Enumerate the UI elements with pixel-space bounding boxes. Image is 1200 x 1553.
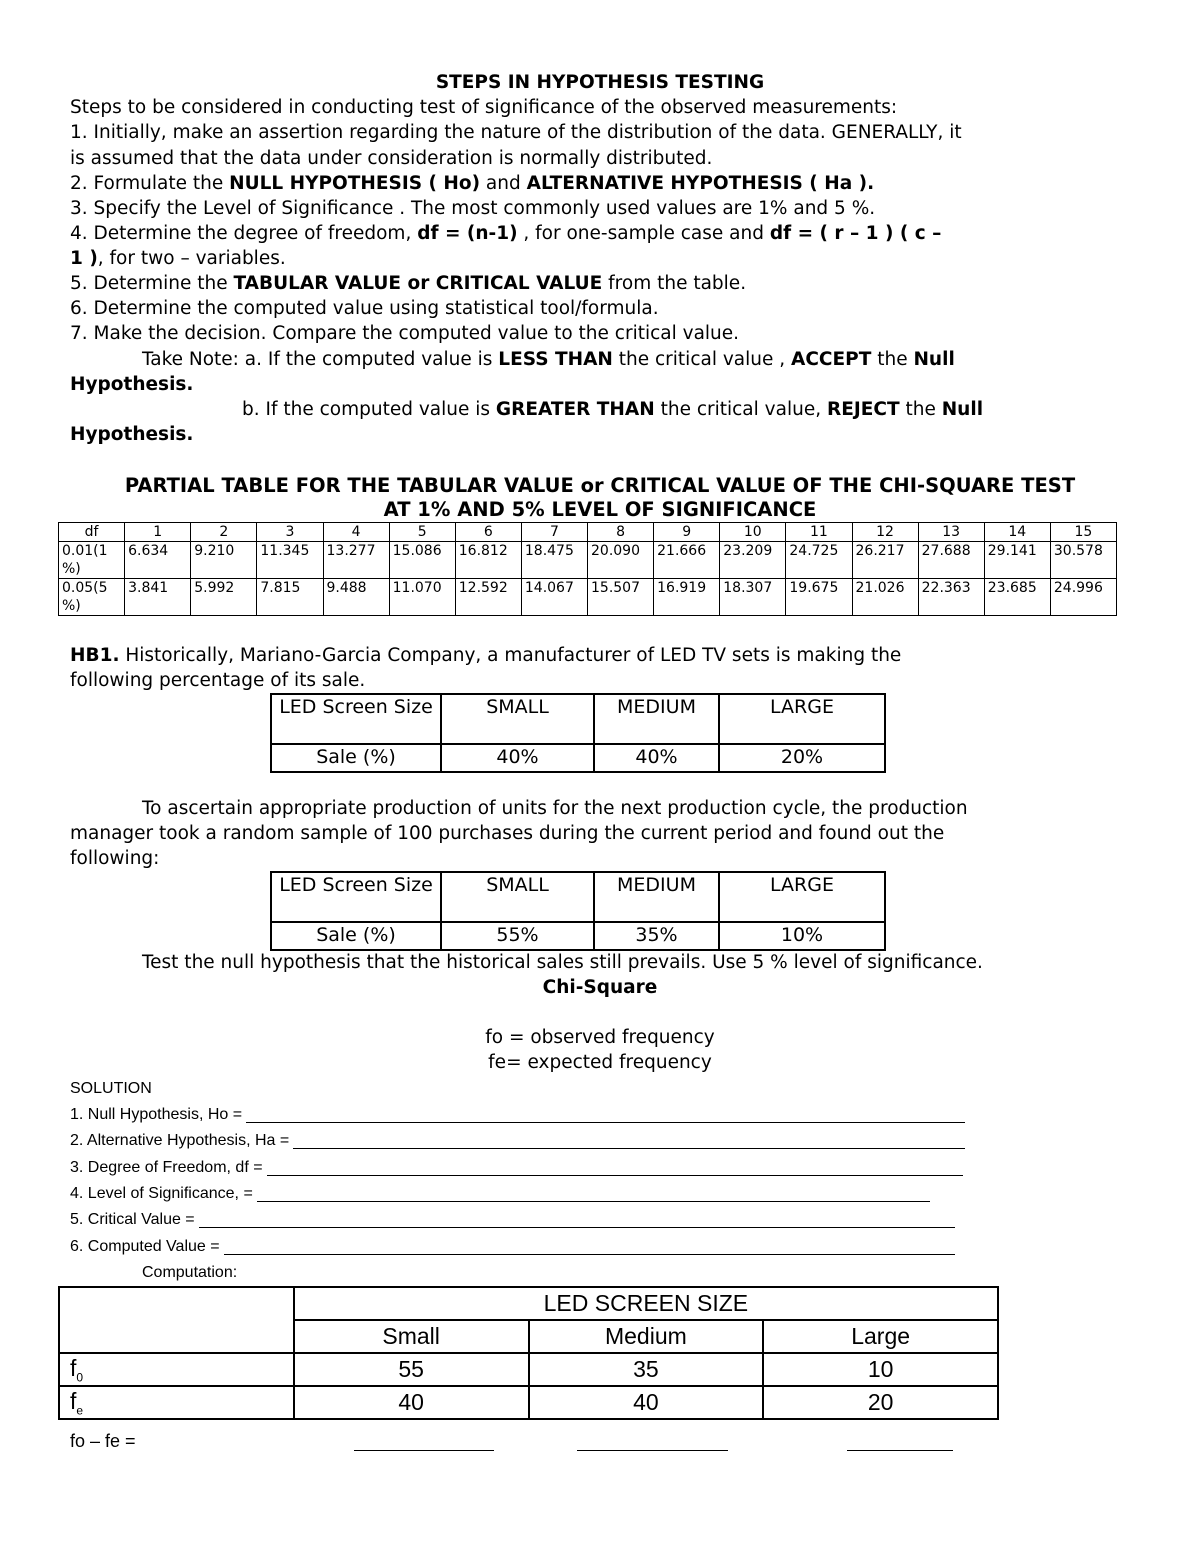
df-header: 14 — [984, 523, 1050, 542]
critical-value-cell: 12.592 — [455, 579, 521, 616]
header-cell: LED Screen Size — [271, 694, 441, 744]
fo-minus-fe-label: fo – fe = — [70, 1431, 136, 1451]
critical-value-cell: 21.666 — [654, 542, 720, 579]
col-small: Small — [294, 1320, 529, 1353]
significance-label: 0.01(1 %) — [59, 542, 125, 579]
text-segment: the critical value, — [654, 399, 827, 420]
solution-heading: SOLUTION — [70, 1080, 152, 1097]
text-segment: df = ( r – 1 ) ( c – — [769, 223, 942, 244]
df-header: 9 — [654, 523, 720, 542]
text-segment: and — [480, 173, 527, 194]
df-header: 15 — [1050, 523, 1116, 542]
text-segment: TABULAR VALUE or CRITICAL VALUE — [233, 273, 603, 294]
sale-cell: 10% — [719, 922, 885, 950]
header-cell: LARGE — [719, 694, 885, 744]
critical-value-cell: 13.277 — [323, 542, 389, 579]
computation-label: Computation: — [142, 1264, 238, 1281]
critical-value-cell: 18.307 — [720, 579, 786, 616]
step-line — [70, 422, 193, 447]
text-segment: , for one-sample case and — [517, 223, 770, 244]
df-header: 10 — [720, 523, 786, 542]
text-segment: REJECT — [826, 399, 900, 420]
solution-item: 6. Computed Value = — [70, 1237, 220, 1255]
test-instruction: Test the null hypothesis that the historical sales still prevails. Use 5 % level of significance. — [142, 952, 983, 973]
critical-value-cell: 3.841 — [125, 579, 191, 616]
sale-cell: 40% — [594, 744, 719, 772]
text-segment: from the table. — [602, 273, 747, 294]
hb1-paragraph: To ascertain appropriate production of units for the next production cycle, the production — [142, 798, 968, 819]
text-segment: df = (n-1) — [417, 223, 518, 244]
text-segment: ACCEPT — [791, 349, 872, 370]
text-segment: the critical value , — [612, 349, 792, 370]
group-header: LED SCREEN SIZE — [294, 1287, 998, 1320]
critical-value-cell: 9.488 — [323, 579, 389, 616]
critical-value-cell: 15.507 — [588, 579, 654, 616]
fe-cell: 40 — [529, 1386, 764, 1419]
solution-item: 3. Degree of Freedom, df = — [70, 1158, 263, 1176]
df-header: 13 — [918, 523, 984, 542]
critical-value-cell: 14.067 — [521, 579, 587, 616]
critical-value-cell: 23.209 — [720, 542, 786, 579]
step-line — [70, 120, 962, 145]
chi-table-subtitle: AT 1% AND 5% LEVEL OF SIGNIFICANCE — [383, 498, 817, 521]
df-header: 12 — [852, 523, 918, 542]
text-segment: Null — [913, 349, 955, 370]
text-segment: 1. Initially, make an assertion regarding the nature of the distribution of the data. GENERALLY, it — [70, 122, 962, 143]
df-header: 6 — [455, 523, 521, 542]
step-line — [70, 246, 286, 271]
sale-cell: 20% — [719, 744, 885, 772]
text-segment: NULL HYPOTHESIS ( Ho) — [229, 173, 481, 194]
critical-value-cell: 20.090 — [588, 542, 654, 579]
step-line — [70, 321, 739, 346]
header-cell: LARGE — [719, 872, 885, 922]
sale-cell: 35% — [594, 922, 719, 950]
step-line — [70, 221, 941, 246]
df-header: 2 — [191, 523, 257, 542]
df-header: 3 — [257, 523, 323, 542]
critical-value-cell: 22.363 — [918, 579, 984, 616]
empty-cell — [59, 1287, 294, 1353]
df-header: 8 — [588, 523, 654, 542]
answer-blank[interactable] — [199, 1227, 955, 1228]
fo-cell: 35 — [529, 1353, 764, 1386]
answer-blank[interactable] — [224, 1254, 955, 1255]
critical-value-cell: 19.675 — [786, 579, 852, 616]
sale-cell: 40% — [441, 744, 594, 772]
text-segment: is assumed that the data under consideration is normally distributed. — [70, 148, 713, 169]
critical-value-cell: 18.475 — [521, 542, 587, 579]
hb1-problem-line: following percentage of its sale. — [70, 670, 366, 691]
critical-value-cell: 15.086 — [389, 542, 455, 579]
answer-blank[interactable] — [577, 1450, 728, 1451]
sale-cell: 55% — [441, 922, 594, 950]
text-segment: b. If the computed value is — [242, 399, 496, 420]
header-cell: SMALL — [441, 872, 594, 922]
text-segment: Take Note: a. If the computed value is — [142, 349, 499, 370]
critical-value-cell: 24.996 — [1050, 579, 1116, 616]
fo-cell: 10 — [763, 1353, 998, 1386]
text-segment: Hypothesis. — [70, 374, 194, 395]
chi-square-table — [58, 522, 1117, 616]
critical-value-cell: 29.141 — [984, 542, 1050, 579]
step-line — [70, 372, 193, 397]
header-cell: MEDIUM — [594, 872, 719, 922]
answer-blank[interactable] — [354, 1450, 494, 1451]
critical-value-cell: 16.919 — [654, 579, 720, 616]
critical-value-cell: 9.210 — [191, 542, 257, 579]
text-segment: 2. Formulate the — [70, 173, 230, 194]
step-line — [70, 196, 875, 221]
historical-sales-table — [270, 693, 886, 773]
chi-table-title: PARTIAL TABLE FOR THE TABULAR VALUE or CRITICAL VALUE OF THE CHI-SQUARE TEST — [124, 474, 1076, 497]
text-segment: the — [871, 349, 914, 370]
page-title: STEPS IN HYPOTHESIS TESTING — [435, 72, 765, 93]
text-segment: 4. Determine the degree of freedom, — [70, 223, 418, 244]
text-segment: 7. Make the decision. Compare the computed value to the critical value. — [70, 323, 740, 344]
text-segment: ALTERNATIVE HYPOTHESIS ( Ha ). — [526, 173, 875, 194]
df-header: 7 — [521, 523, 587, 542]
critical-value-cell: 7.815 — [257, 579, 323, 616]
df-header: df — [59, 523, 125, 542]
solution-item: 4. Level of Significance, = — [70, 1184, 253, 1202]
critical-value-cell: 16.812 — [455, 542, 521, 579]
text-segment: 1 ) — [70, 248, 98, 269]
col-medium: Medium — [529, 1320, 764, 1353]
method-heading: Chi-Square — [542, 977, 658, 998]
critical-value-cell: 5.992 — [191, 579, 257, 616]
solution-item: 1. Null Hypothesis, Ho = — [70, 1106, 243, 1123]
sample-sales-table — [270, 871, 886, 951]
critical-value-cell: 27.688 — [918, 542, 984, 579]
fe-label: $f_e$ — [59, 1386, 294, 1419]
fo-cell: 55 — [294, 1353, 529, 1386]
df-header: 1 — [125, 523, 191, 542]
critical-value-cell: 11.345 — [257, 542, 323, 579]
df-header: 11 — [786, 523, 852, 542]
critical-value-cell: 26.217 — [852, 542, 918, 579]
step-line — [70, 171, 874, 196]
answer-blank[interactable] — [246, 1122, 965, 1123]
fo-label: $f_0$ — [59, 1353, 294, 1386]
step-line — [242, 397, 983, 422]
hb1-problem-line: HB1. Historically, Mariano-Garcia Company, a manufacturer of LED TV sets is making the — [70, 645, 902, 666]
text-segment: LESS THAN — [498, 349, 613, 370]
hb1-paragraph: following: — [70, 848, 160, 869]
df-header: 4 — [323, 523, 389, 542]
sale-cell: Sale (%) — [271, 744, 441, 772]
solution-item: 5. Critical Value = — [70, 1211, 195, 1229]
critical-value-cell: 23.685 — [984, 579, 1050, 616]
header-cell: MEDIUM — [594, 694, 719, 744]
critical-value-cell: 24.725 — [786, 542, 852, 579]
text-segment: Null — [941, 399, 984, 420]
fo-definition: fo = observed frequency — [485, 1027, 715, 1048]
sale-cell: Sale (%) — [271, 922, 441, 950]
critical-value-cell: 6.634 — [125, 542, 191, 579]
fe-definition: fe= expected frequency — [488, 1052, 712, 1073]
text-segment: 3. Specify the Level of Significance . The most commonly used values are 1% and 5 %. — [70, 198, 876, 219]
header-cell: LED Screen Size — [271, 872, 441, 922]
text-segment: GREATER THAN — [495, 399, 655, 420]
critical-value-cell: 11.070 — [389, 579, 455, 616]
answer-blank[interactable] — [293, 1148, 965, 1149]
step-line — [70, 146, 712, 171]
hb1-paragraph: manager took a random sample of 100 purchases during the current period and found out the — [70, 823, 945, 844]
text-segment: Hypothesis. — [70, 424, 194, 445]
fe-cell: 20 — [763, 1386, 998, 1419]
critical-value-cell: 30.578 — [1050, 542, 1116, 579]
answer-blank[interactable] — [267, 1175, 963, 1176]
fe-cell: 40 — [294, 1386, 529, 1419]
header-cell: SMALL — [441, 694, 594, 744]
text-segment: 6. Determine the computed value using statistical tool/formula. — [70, 298, 659, 319]
computation-table — [58, 1286, 999, 1420]
answer-blank[interactable] — [847, 1450, 953, 1451]
col-large: Large — [763, 1320, 998, 1353]
step-line — [70, 271, 746, 296]
step-line — [142, 347, 955, 372]
text-segment: the — [899, 399, 942, 420]
text-segment: Steps to be considered in conducting test of significance of the observed measurements: — [70, 97, 898, 118]
step-line — [70, 95, 897, 120]
step-line — [70, 296, 659, 321]
text-segment: , for two – variables. — [97, 248, 286, 269]
answer-blank[interactable] — [257, 1201, 930, 1202]
critical-value-cell: 21.026 — [852, 579, 918, 616]
significance-label: 0.05(5 %) — [59, 579, 125, 616]
df-header: 5 — [389, 523, 455, 542]
text-segment: 5. Determine the — [70, 273, 234, 294]
solution-item: 2. Alternative Hypothesis, Ha = — [70, 1132, 290, 1150]
